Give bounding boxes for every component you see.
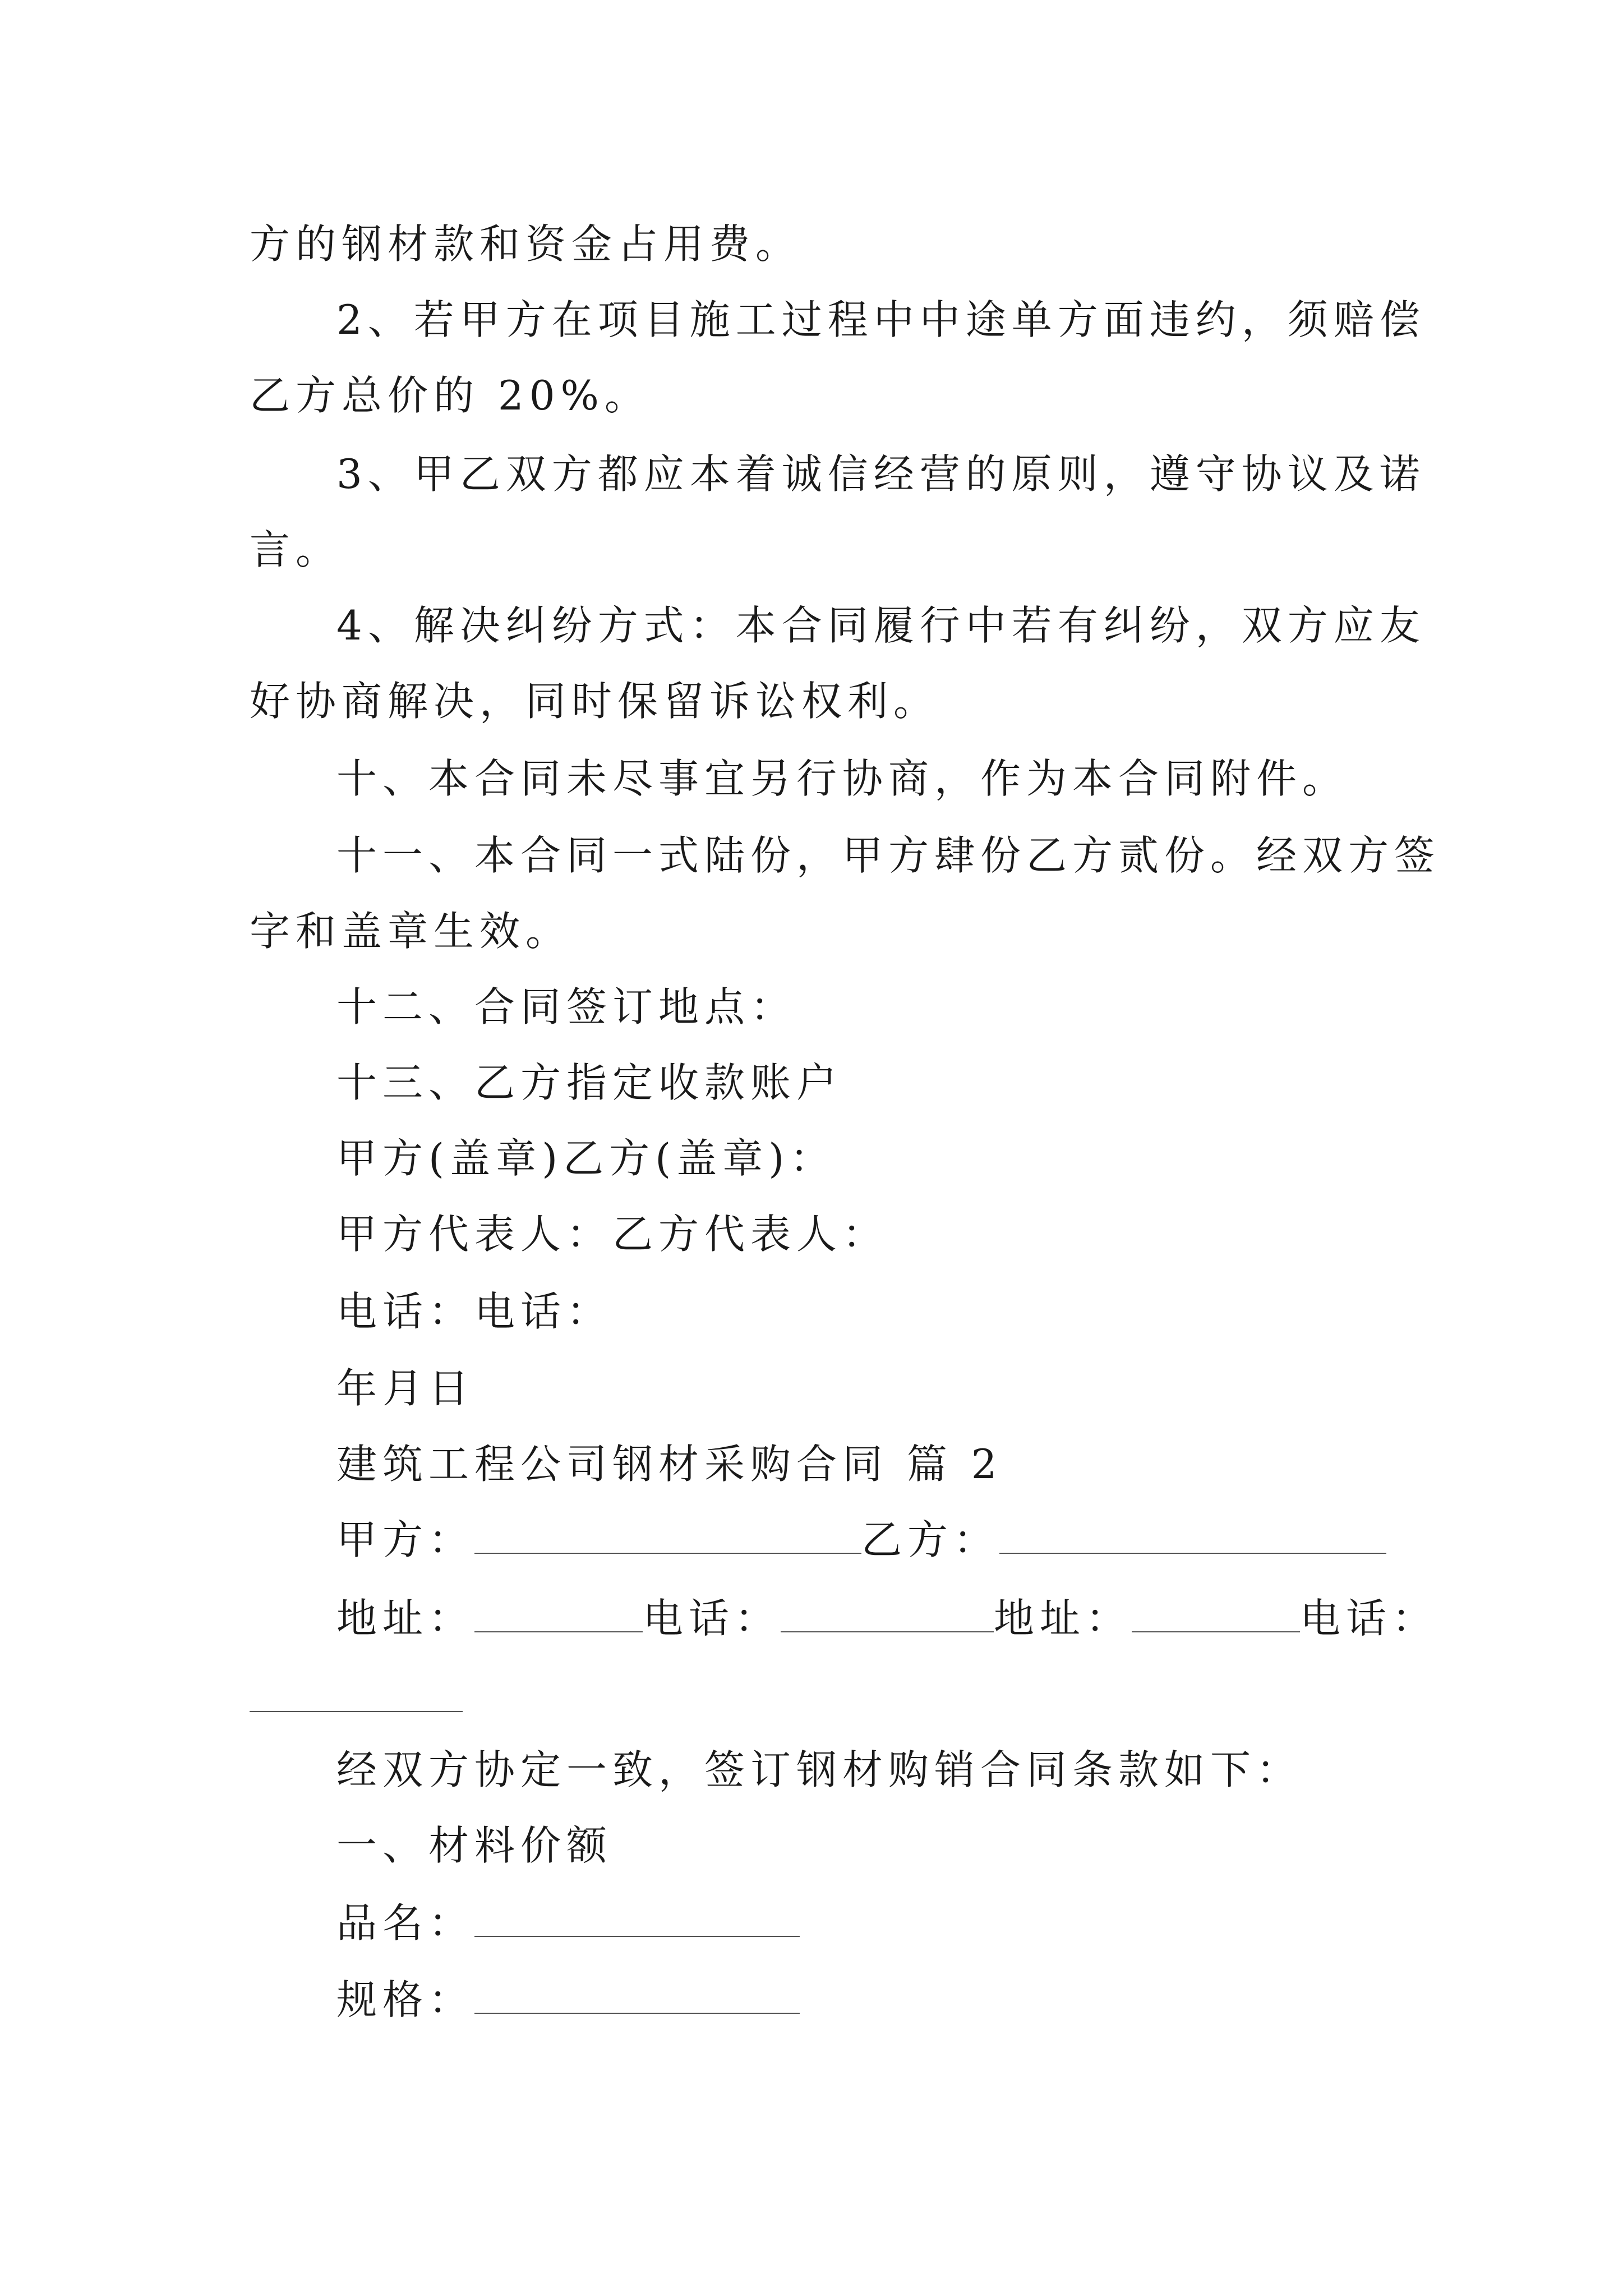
date-line: 年月日: [336, 1365, 475, 1412]
paragraph-line: 方的钢材款和资金占用费。: [250, 220, 802, 268]
party-a-blank: [474, 1513, 861, 1554]
product-name-line: [336, 1895, 800, 1951]
clause-11: 十一、本合同一式陆份，甲方肆份乙方贰份。经双方签: [336, 832, 1441, 879]
paragraph-line: 好协商解决，同时保留诉讼权利。: [250, 678, 940, 725]
paragraph-line: 3、甲乙双方都应本着诚信经营的原则，遵守协议及诺: [336, 450, 1426, 498]
phone-a-blank: [781, 1592, 994, 1632]
party-b-label: 乙方：: [861, 1516, 1000, 1563]
paragraph-line: 4、解决纠纷方式：本合同履行中若有纠纷，双方应友: [336, 602, 1426, 649]
phone-b-label: 电话：: [1300, 1595, 1438, 1642]
section-heading: 一、材料价额: [336, 1822, 613, 1869]
paragraph-line: 乙方总价的 20%。: [250, 372, 651, 419]
spec-blank: [474, 1973, 800, 2014]
paragraph-line: 言。: [250, 526, 342, 573]
paragraph-line: 2、若甲方在项目施工过程中中途单方面违约，须赔偿: [336, 296, 1426, 343]
address-a-label: 地址：: [336, 1595, 475, 1642]
address-line: [336, 1590, 1438, 1646]
spec-label: 规格：: [336, 1976, 475, 2023]
phone-line: 电话：电话：: [336, 1288, 613, 1335]
clause-10: 十、本合同未尽事宜另行协商，作为本合同附件。: [336, 755, 1349, 802]
seal-line: 甲方(盖章)乙方(盖章)：: [336, 1135, 836, 1182]
spec-line: [336, 1972, 800, 2028]
paragraph-line: 字和盖章生效。: [250, 908, 572, 955]
parties-line: [336, 1512, 1386, 1568]
clause-13: 十三、乙方指定收款账户: [336, 1059, 843, 1106]
phone-b-blank: [250, 1711, 463, 1712]
phone-a-label: 电话：: [643, 1595, 781, 1642]
address-b-label: 地址：: [994, 1595, 1132, 1642]
address-b-blank: [1132, 1592, 1300, 1632]
party-a-label: 甲方：: [336, 1516, 475, 1563]
product-name-blank: [474, 1897, 800, 1937]
contract-title: 建筑工程公司钢材采购合同 篇 2: [336, 1441, 1003, 1488]
intro-line: 经双方协定一致，签订钢材购销合同条款如下：: [336, 1746, 1303, 1793]
address-a-blank: [474, 1592, 643, 1632]
representative-line: 甲方代表人：乙方代表人：: [336, 1211, 889, 1258]
product-name-label: 品名：: [336, 1899, 475, 1947]
clause-12: 十二、合同签订地点：: [336, 983, 797, 1030]
party-b-blank: [999, 1513, 1386, 1554]
